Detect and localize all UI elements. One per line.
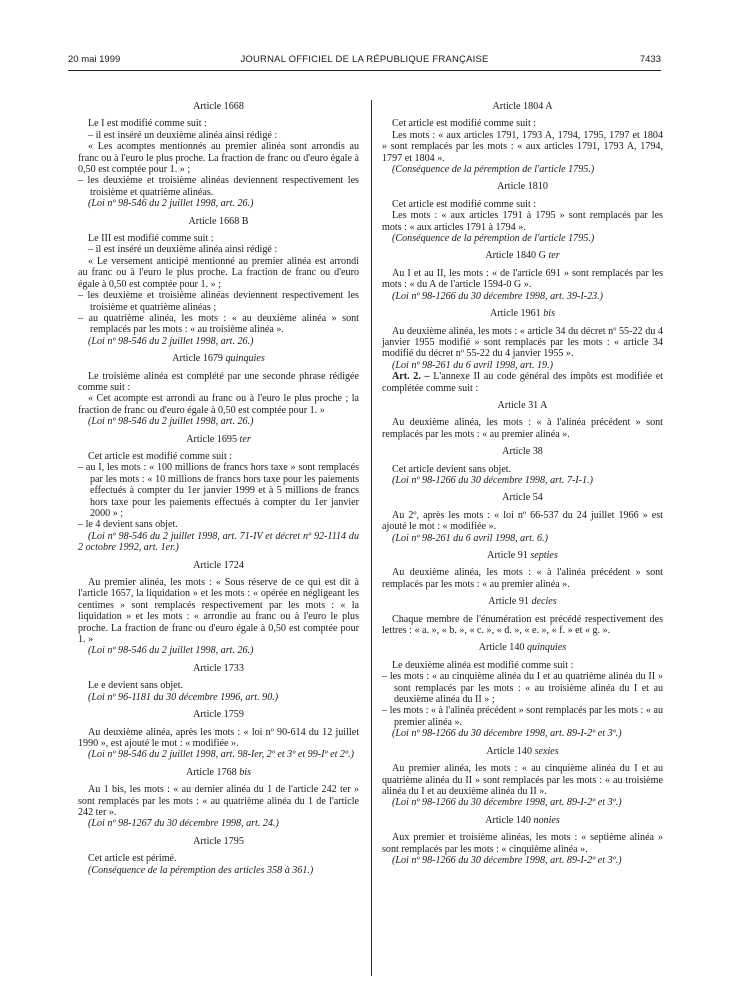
article-section [382, 550, 663, 590]
article-paragraph: Au premier alinéa, les mots : « Sous réserve de ce qui est dit à l'article 1657, la liquidation » et les mots : « opérée en négligeant les centimes » sont remplacés respectivement par les mots : « la liquidation » et les mots : « arrondie au franc ou à l'euro le plus proche. La fraction de franc ou d'euro égale à 0,50 est comptée pour 1. » [78, 577, 359, 646]
article-paragraph: – les mots : « au cinquième alinéa du I et au quatrième alinéa du II » sont remplacés par les mots : « au troisième alinéa du I et au deuxième alinéa du II » ; [382, 671, 663, 706]
article-heading [78, 216, 359, 227]
article-paragraph: Au 1 bis, les mots : « au dernier alinéa du 1 de l'article 242 ter » sont remplacés par les mots : « au quatrième alinéa du 1 de l'article 242 ter ». [78, 784, 359, 818]
legal-reference: (Conséquence de la péremption des articles 358 à 361.) [88, 864, 314, 876]
article-paragraph: – les deuxième et troisième alinéas deviennent respectivement les troisième et quatrième alinéas ; [78, 290, 359, 313]
header-date: 20 mai 1999 [68, 54, 121, 65]
article-paragraph: Le I est modifié comme suit : [88, 118, 207, 130]
article-heading [382, 250, 663, 261]
header-rule [68, 70, 661, 71]
article-section [382, 815, 663, 867]
article-section [78, 663, 359, 703]
article-paragraph: Cet article est périmé. [88, 853, 177, 865]
article-title-suffix: bis [543, 308, 556, 320]
article-heading [78, 836, 359, 847]
article-title: Article 31 A [497, 399, 548, 411]
article-section [78, 216, 359, 347]
legal-reference: (Loi nº 98-1266 du 30 décembre 1998, art. 89-I-2º et 3º.) [392, 728, 622, 740]
legal-reference: (Loi nº 98-546 du 2 juillet 1998, art. 71-IV et décret nº 92-1114 du 2 octobre 1992, art. 1er.) [78, 530, 359, 554]
legal-reference: (Loi nº 98-546 du 2 juillet 1998, art. 26.) [88, 198, 254, 210]
article-heading [382, 642, 663, 653]
article-section [78, 353, 359, 427]
article-paragraph: Cet article est modifié comme suit : [392, 198, 537, 210]
article-paragraph: Au 2º, après les mots : « loi nº 66-537 du 24 juillet 1966 » est ajouté le mot : « modifiée ». [382, 509, 663, 533]
article-section [382, 446, 663, 486]
article-paragraph: Au deuxième alinéa, les mots : « à l'alinéa précédent » sont remplacés par les mots : « au premier alinéa ». [382, 417, 663, 440]
article-title-suffix: quinquies [526, 642, 567, 654]
article-section [78, 836, 359, 876]
legal-reference: (Loi nº 98-1266 du 30 décembre 1998, art. 7-I-1.) [392, 474, 593, 486]
article-title: Article 1695 [186, 433, 237, 445]
article-title: Article 140 [485, 814, 531, 826]
article-heading [382, 400, 663, 411]
article-paragraph: Le deuxième alinéa est modifié comme suit : [392, 659, 574, 671]
article-heading [382, 308, 663, 319]
article-heading [78, 560, 359, 571]
article-paragraph: – les deuxième et troisième alinéas deviennent respectivement les troisième et quatrième alinéas. [78, 175, 359, 198]
article-title: Article 38 [502, 446, 543, 458]
page-header [68, 54, 661, 70]
article-title: Article 54 [502, 492, 543, 504]
legal-reference: (Loi nº 98-546 du 2 juillet 1998, art. 26.) [88, 335, 254, 347]
article-paragraph: Le troisième alinéa est complété par une seconde phrase rédigée comme suit : [78, 370, 359, 393]
article-paragraph: Le e devient sans objet. [88, 680, 184, 692]
article-paragraph: Le III est modifié comme suit : [88, 233, 214, 245]
right-column [382, 95, 663, 866]
article-paragraph: Cet article est modifié comme suit : [88, 450, 233, 462]
article-paragraph: « Le versement anticipé mentionné au premier alinéa est arrondi au franc ou à l'euro le plus proche. La fraction de franc ou d'euro égale à 0,50 est comptée pour 1. » ; [78, 255, 359, 290]
article-paragraph: Au deuxième alinéa, après les mots : « loi nº 90-614 du 12 juillet 1990 », est ajouté le mot : « modifiée ». [78, 726, 359, 749]
article-paragraph: « Les acomptes mentionnés au premier alinéa sont arrondis au franc ou à l'euro le plus proche. La fraction de franc ou d'euro égale à 0,50 est comptée pour 1. » ; [78, 141, 359, 176]
article-title: Article 1668 [193, 101, 244, 112]
legal-reference: (Loi nº 98-261 du 6 avril 1998, art. 19.) [392, 359, 553, 371]
article-title-suffix: ter [239, 433, 251, 445]
article-title: Article 140 [478, 642, 525, 654]
legal-reference: (Loi nº 98-546 du 2 juillet 1998, art. 98-Ier, 2º et 3º et 99-Iº et 2º.) [88, 749, 354, 761]
article-paragraph: Au deuxième alinéa, les mots : « à l'alinéa précédent » sont remplacés par les mots : « au premier alinéa ». [382, 567, 663, 590]
article-section [382, 181, 663, 244]
article-title: Article 1759 [193, 709, 244, 721]
article-section [382, 400, 663, 440]
article-section [78, 767, 359, 830]
article-paragraph: – au I, les mots : « 100 millions de francs hors taxe » sont remplacés par les mots : « 10 millions de francs hors taxe pour les paiements effectués à compter du 1er janvier 1999 et à 5 millions de francs hors taxe pour les paiements effectués à compter du 1er janvier 2000 » ; [78, 462, 359, 519]
article-paragraph: Cet article devient sans objet. [392, 463, 512, 475]
article-title: Article 1961 [489, 308, 541, 320]
article-heading [78, 101, 359, 112]
article-heading [78, 353, 359, 364]
article-title-suffix: sexies [534, 745, 559, 757]
article-title-suffix: bis [239, 766, 252, 778]
article-section [382, 101, 663, 175]
article-paragraph: – au quatrième alinéa, les mots : « au deuxième alinéa » sont remplacés par les mots : « au troisième alinéa ». [78, 312, 359, 336]
article-title: Article 91 [488, 596, 529, 608]
legal-reference: (Loi nº 98-1267 du 30 décembre 1998, art. 24.) [88, 818, 279, 830]
article-heading [382, 101, 663, 112]
article-heading [382, 550, 663, 561]
legal-reference: (Loi nº 98-1266 du 30 décembre 1998, art. 39-I-23.) [392, 290, 604, 302]
article-title: Article 1768 [185, 766, 237, 778]
article-section [78, 101, 359, 210]
article-paragraph: – il est inséré un deuxième alinéa ainsi rédigé : [88, 129, 278, 141]
article-title: Article 1840 G [485, 250, 546, 262]
legal-reference: (Loi nº 98-546 du 2 juillet 1998, art. 26.) [88, 416, 254, 428]
article-title: Article 140 [486, 745, 533, 757]
article-section [382, 308, 663, 394]
article-section [382, 642, 663, 739]
article-section [78, 709, 359, 761]
legal-reference: (Conséquence de la péremption de l'article 1795.) [392, 164, 595, 176]
legal-reference: (Loi nº 98-1266 du 30 décembre 1998, art. 89-I-2º et 3º.) [392, 797, 622, 809]
column-divider [371, 100, 372, 976]
article-section [382, 492, 663, 544]
legal-reference: (Loi nº 96-1181 du 30 décembre 1996, art. 90.) [88, 691, 279, 703]
article-heading [382, 492, 663, 503]
article-section [78, 560, 359, 657]
article-title: Article 1724 [193, 559, 244, 571]
article-paragraph: Au deuxième alinéa, les mots : « article 34 du décret nº 55-22 du 4 janvier 1955 modifié » sont remplacés par les mots : « article 34 modifié du décret nº 55-22 du 4 janvier 1955 ». [382, 325, 663, 360]
legal-reference: (Loi nº 98-261 du 6 avril 1998, art. 6.) [392, 532, 548, 544]
article-heading [382, 181, 663, 192]
left-column [78, 95, 359, 876]
article-title-suffix: decies [531, 596, 557, 608]
article-title-suffix: nonies [533, 814, 560, 826]
article-heading [382, 746, 663, 757]
article-section [78, 434, 359, 554]
article-paragraph: Cet article est modifié comme suit : [392, 118, 537, 130]
article-paragraph: – il est inséré un deuxième alinéa ainsi rédigé : [88, 244, 278, 256]
article-section [382, 746, 663, 809]
article-heading [382, 596, 663, 607]
article-paragraph: Au I et au II, les mots : « de l'article 691 » sont remplacés par les mots : « du A de l'article 1594-0 G ». [382, 267, 663, 291]
article-title: Article 1795 [193, 835, 244, 847]
article-paragraph: « Cet acompte est arrondi au franc ou à l'euro le plus proche ; la fraction de franc ou d'euro égale à 0,50 est comptée pour 1. » [78, 393, 359, 416]
article-title: Article 1733 [193, 662, 244, 674]
article-title-suffix: septies [530, 550, 558, 561]
article-paragraph: Les mots : « aux articles 1791, 1793 A, 1794, 1795, 1797 et 1804 » sont remplacés par les mots : « aux articles 1791, 1793 A, 1794, 1797 et 1804 ». [382, 129, 663, 164]
legal-reference: (Loi nº 98-546 du 2 juillet 1998, art. 26.) [88, 645, 254, 657]
article-paragraph: Les mots : « aux articles 1791 à 1795 » sont remplacés par les mots : « aux articles 1791 à 1794 ». [382, 210, 663, 233]
article-paragraph: Au premier alinéa, les mots : « au cinquième alinéa du I et au quatrième alinéa du II » sont remplacés par les mots : « au troisième alinéa du I et au deuxième alinéa du II ». [382, 763, 663, 797]
header-journal-title: JOURNAL OFFICIEL DE LA RÉPUBLIQUE FRANÇAISE [240, 54, 489, 65]
article-title: Article 91 [487, 550, 528, 561]
article-heading [78, 663, 359, 674]
header-page-number: 7433 [639, 54, 661, 65]
legal-reference: (Loi nº 98-1266 du 30 décembre 1998, art. 89-I-2º et 3º.) [392, 854, 622, 866]
article-title-suffix: ter [548, 250, 560, 262]
article-heading [78, 709, 359, 720]
article-title: Article 1810 [497, 181, 548, 193]
article-paragraph: – les mots : « à l'alinéa précédent » sont remplacés par les mots : « au premier alinéa ». [382, 705, 663, 728]
article-section [382, 596, 663, 636]
article-paragraph: Chaque membre de l'énumération est précédé respectivement des lettres : « a. », « b. », « c. », « d. », « e. », « f. » et « g. ». [382, 613, 663, 637]
article-paragraph: Art. 2. – L'annexe II au code général des impôts est modifiée et complétée comme suit : [382, 371, 663, 394]
article-heading [78, 767, 359, 778]
article-heading [78, 434, 359, 445]
article-number-label: Art. 2. – [392, 371, 430, 383]
article-title-suffix: quinquies [225, 353, 265, 365]
article-paragraph: Aux premier et troisième alinéas, les mots : « septième alinéa » sont remplacés par les mots : « cinquième alinéa ». [382, 832, 663, 855]
article-section [382, 250, 663, 302]
article-title: Article 1804 A [492, 101, 553, 112]
article-title: Article 1679 [172, 353, 223, 365]
article-title: Article 1668 B [188, 215, 249, 227]
legal-reference: (Conséquence de la péremption de l'article 1795.) [392, 233, 595, 245]
article-heading [382, 815, 663, 826]
article-paragraph: – le 4 devient sans objet. [78, 519, 178, 531]
article-heading [382, 446, 663, 457]
